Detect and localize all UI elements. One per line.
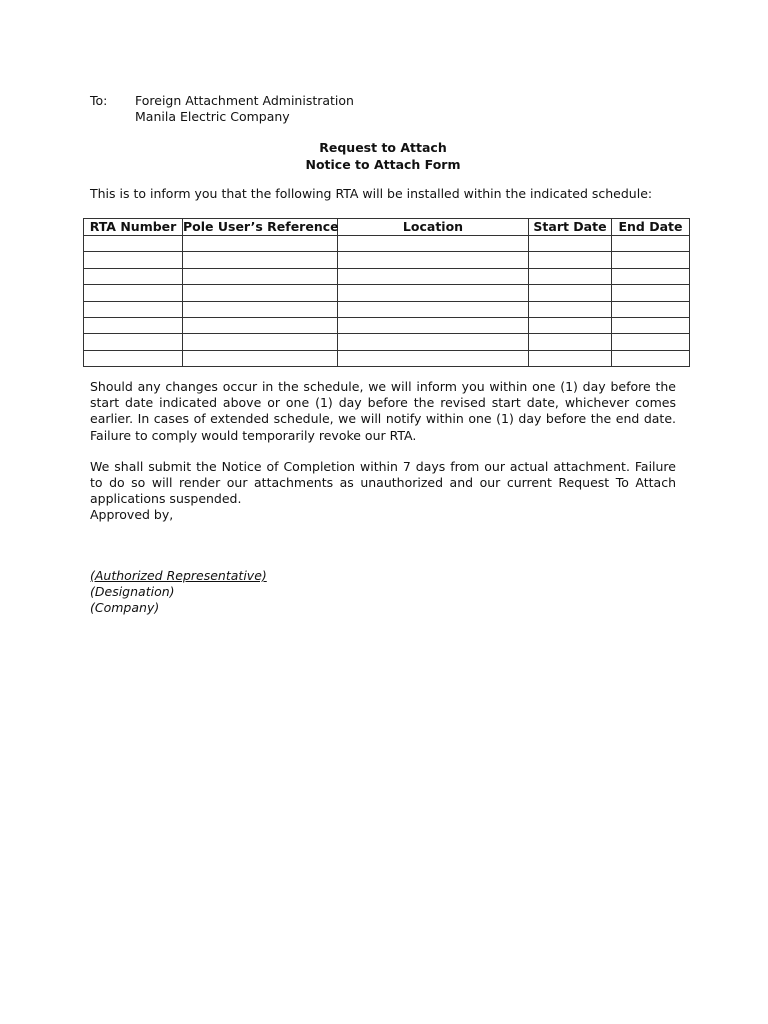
intro-text: This is to inform you that the following RTA will be installed within the indicated schedule: <box>90 186 653 201</box>
table-cell <box>338 334 529 350</box>
column-header-pole-users-reference: Pole User’s Reference <box>183 219 339 234</box>
table-cell <box>338 268 529 284</box>
table-cell <box>529 252 612 268</box>
table-cell <box>612 252 690 268</box>
recipient-lines <box>135 93 354 125</box>
completion-paragraph: We shall submit the Notice of Completion within 7 days from our actual attachment. Failure to do so will render our attachments as unauthorized and our current Request To Attach applications suspended. <box>90 459 676 507</box>
table-cell <box>612 236 690 252</box>
table-cell <box>529 301 612 317</box>
table-cell <box>612 268 690 284</box>
recipient-line-2: Manila Electric Company <box>135 109 290 124</box>
table-row <box>84 268 690 284</box>
document-title <box>90 139 676 173</box>
designation-placeholder: (Designation) <box>90 584 175 599</box>
approved-by-label: Approved by, <box>90 507 174 522</box>
table-row <box>84 334 690 350</box>
table-cell <box>529 268 612 284</box>
to-label: To: <box>90 93 108 108</box>
table-cell <box>84 301 183 317</box>
recipient-line-1: Foreign Attachment Administration <box>135 93 354 108</box>
table-row <box>84 285 690 301</box>
table-cell <box>183 236 338 252</box>
table-cell <box>84 317 183 333</box>
table-cell <box>84 236 183 252</box>
table-cell <box>529 334 612 350</box>
table-cell <box>183 350 338 366</box>
table-cell <box>183 317 338 333</box>
table-cell <box>84 334 183 350</box>
table-body <box>84 236 690 367</box>
table-cell <box>612 301 690 317</box>
table-header-row <box>84 219 690 236</box>
rta-table <box>83 218 690 367</box>
table-cell <box>612 317 690 333</box>
table-cell <box>183 252 338 268</box>
table-row <box>84 350 690 366</box>
table-cell <box>183 268 338 284</box>
table-cell <box>612 285 690 301</box>
table-row <box>84 301 690 317</box>
table-cell <box>183 334 338 350</box>
table-cell <box>84 285 183 301</box>
column-header-location: Location <box>338 219 529 236</box>
table-cell <box>612 334 690 350</box>
table-row <box>84 236 690 252</box>
table-cell <box>612 350 690 366</box>
table-cell <box>338 236 529 252</box>
company-placeholder: (Company) <box>90 600 160 615</box>
table-cell <box>338 252 529 268</box>
table-cell <box>183 285 338 301</box>
table-row <box>84 252 690 268</box>
table-cell <box>529 317 612 333</box>
title-line-1: Request to Attach <box>319 140 447 155</box>
table-cell <box>338 317 529 333</box>
table-cell <box>529 236 612 252</box>
table-cell <box>338 301 529 317</box>
table-cell <box>84 268 183 284</box>
table-cell <box>338 285 529 301</box>
table-cell <box>84 350 183 366</box>
authorized-representative-placeholder: (Authorized Representative) <box>90 568 267 583</box>
table-row <box>84 317 690 333</box>
title-line-2: Notice to Attach Form <box>305 157 461 172</box>
column-header-start-date: Start Date <box>529 219 612 236</box>
column-header-rta-number: RTA Number <box>84 219 183 236</box>
table-cell <box>183 301 338 317</box>
column-header-end-date: End Date <box>612 219 690 236</box>
schedule-changes-paragraph: Should any changes occur in the schedule, we will inform you within one (1) day before the start date indicated above or one (1) day before the revised start date, whichever comes earlier. In cases of extended schedule, we will notify within one (1) day before the end date. Failure to comply would temporarily revoke our RTA. <box>90 379 676 443</box>
table-cell <box>529 285 612 301</box>
signature-block <box>90 568 267 616</box>
table-cell <box>84 252 183 268</box>
table-cell <box>529 350 612 366</box>
table-cell <box>338 350 529 366</box>
